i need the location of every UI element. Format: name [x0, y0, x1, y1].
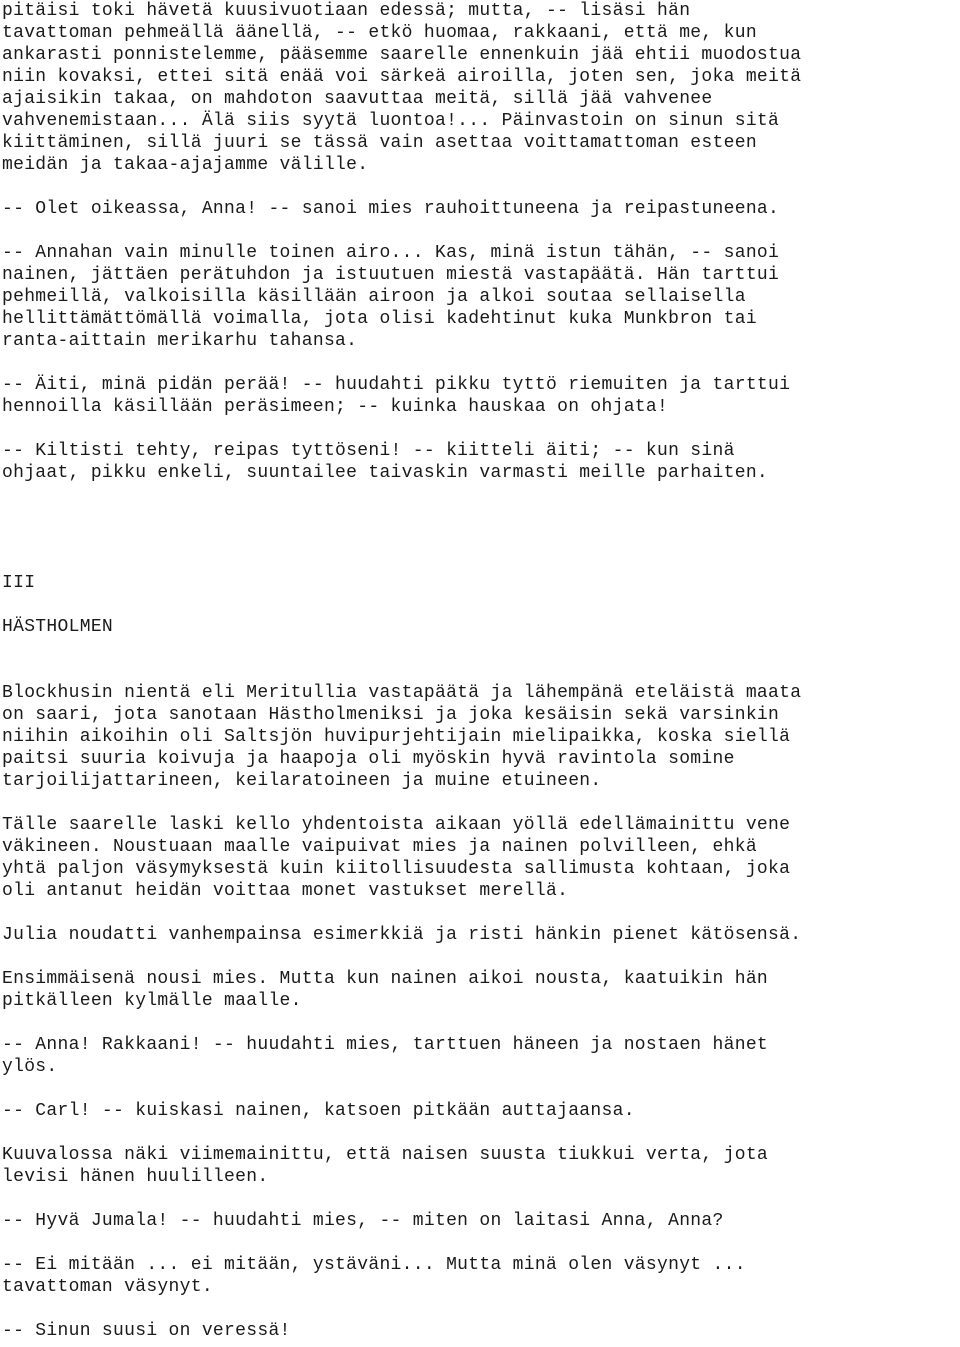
paragraph: -- Annahan vain minulle toinen airo... Kas, minä istun tähän, -- sanoi nainen, jättäen perätuhdon ja istuutuen miestä vastapäätä. Hän tarttui pehmeillä, valkoisilla käsillään airoon ja alkoi soutaa sellaisella hellittämättömällä voimalla, jota olisi kadehtinut kuka Munkbron tai ranta-aittain merikarhu tahansa.	[2, 243, 780, 351]
paragraph: Blockhusin nientä eli Meritullia vastapäätä ja lähempänä eteläistä maata on saari, jota sanotaan Hästholmeniksi ja joka kesäisin sekä varsinkin niihin aikoihin oli Saltsjön huvipurjehtijain mielipaikka, koska siellä paitsi suuria koivuja ja haapoja oli myöskin hyvä ravintola somine tarjoilijattarineen, keilaratoineen ja muine etuineen.	[2, 683, 802, 791]
paragraph: -- Olet oikeassa, Anna! -- sanoi mies rauhoittuneena ja reipastuneena.	[2, 199, 780, 219]
paragraph: -- Hyvä Jumala! -- huudahti mies, -- miten on laitasi Anna, Anna?	[2, 1211, 724, 1231]
paragraph: -- Äiti, minä pidän perää! -- huudahti pikku tyttö riemuiten ja tarttui hennoilla käsillään peräsimeen; -- kuinka hauskaa on ohjata!	[2, 375, 791, 417]
paragraph: -- Sinun suusi on veressä!	[2, 1321, 291, 1341]
paragraph: -- Ei mitään ... ei mitään, ystäväni... Mutta minä olen väsynyt ... tavattoman väsynyt.	[2, 1255, 746, 1297]
paragraph: Julia noudatti vanhempainsa esimerkkiä ja risti hänkin pienet kätösensä.	[2, 925, 802, 945]
paragraph: -- Carl! -- kuiskasi nainen, katsoen pitkään auttajaansa.	[2, 1101, 635, 1121]
paragraph: pitäisi toki hävetä kuusivuotiaan edessä; mutta, -- lisäsi hän tavattoman pehmeällä äänellä, -- etkö huomaa, rakkaani, että me, kun ankarasti ponnistelemme, pääsemme saarelle ennenkuin jää ehtii muodostua niin kovaksi, ettei sitä enää voi särkeä airoilla, joten sen, joka meitä ajaisikin takaa, on mahdoton saavuttaa meitä, sillä jää vahvenee vahvenemistaan... Älä siis syytä luontoa!... Päinvastoin on sinun sitä kiittäminen, sillä juuri se tässä vain asettaa voittamattoman esteen meidän ja takaa-ajajamme välille.	[2, 1, 802, 175]
paragraph: Ensimmäisenä nousi mies. Mutta kun nainen aikoi nousta, kaatuikin hän pitkälleen kylmälle maalle.	[2, 969, 769, 1011]
paragraph: Kuuvalossa näki viimemainittu, että naisen suusta tiukkui verta, jota levisi hänen huulilleen.	[2, 1145, 769, 1187]
paragraph: -- Anna! Rakkaani! -- huudahti mies, tarttuen häneen ja nostaen hänet ylös.	[2, 1035, 769, 1077]
chapter-number: III	[2, 573, 36, 593]
chapter-title: HÄSTHOLMEN	[2, 617, 114, 637]
document-page	[2, 0, 958, 1342]
paragraph: -- Kiltisti tehty, reipas tyttöseni! -- kiitteli äiti; -- kun sinä ohjaat, pikku enkeli, suuntailee taivaskin varmasti meille parhaiten.	[2, 441, 769, 483]
paragraph: Tälle saarelle laski kello yhdentoista aikaan yöllä edellämainittu vene väkineen. Noustuaan maalle vaipuivat mies ja nainen polvilleen, ehkä yhtä paljon väsymyksestä kuin kiitollisuudesta sallimusta kohtaan, joka oli antanut heidän voittaa monet vastukset merellä.	[2, 815, 791, 901]
